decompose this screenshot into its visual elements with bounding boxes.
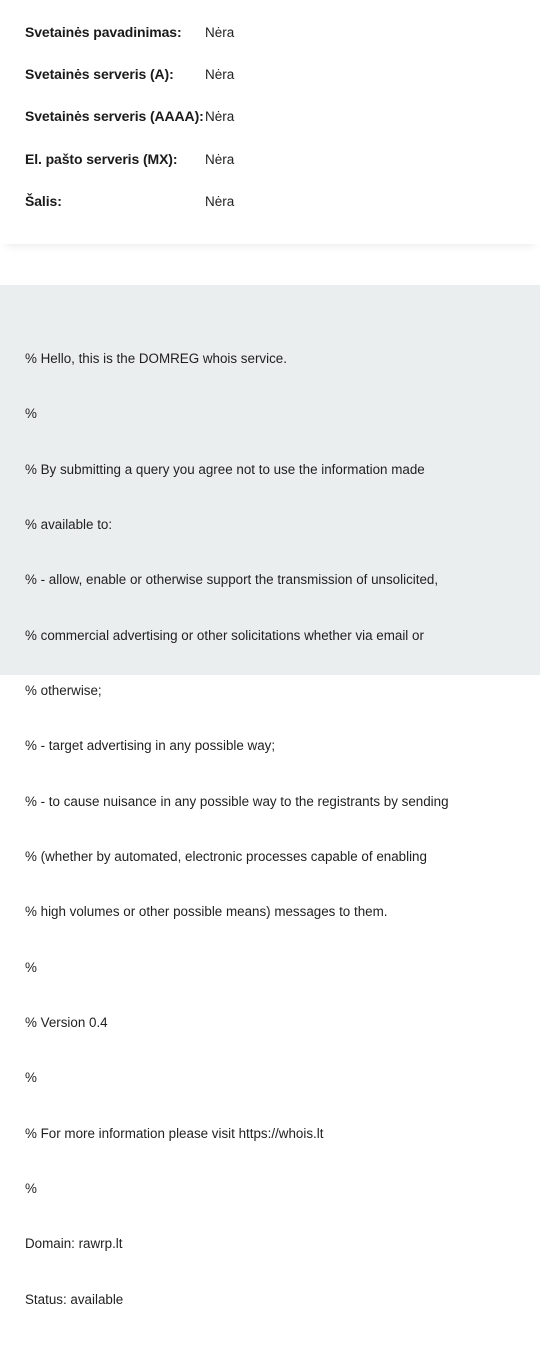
whois-line: % otherwise; — [25, 682, 102, 698]
whois-line: % — [25, 1181, 37, 1197]
whois-line: % For more information please visit https://whois.lt — [25, 1125, 324, 1141]
info-label: Svetainės pavadinimas: — [25, 24, 182, 40]
info-row-web-server-a — [25, 63, 525, 85]
whois-status-line: Status: available — [25, 1291, 124, 1307]
info-row-web-server-aaaa — [25, 105, 525, 127]
info-value: Nėra — [205, 108, 235, 124]
whois-output-text — [25, 313, 525, 1346]
whois-line: % commercial advertising or other solicitations whether via email or — [25, 627, 424, 643]
whois-line: % Hello, this is the DOMREG whois service. — [25, 350, 287, 366]
info-value: Nėra — [205, 24, 235, 40]
whois-output-panel — [0, 285, 540, 1307]
whois-line: % — [25, 959, 37, 975]
whois-line: % high volumes or other possible means) messages to them. — [25, 904, 388, 920]
whois-line: % — [25, 1070, 37, 1086]
whois-line: % Version 0.4 — [25, 1015, 108, 1031]
info-label: Svetainės serveris (A): — [25, 66, 174, 82]
info-row-mail-server-mx — [25, 148, 525, 170]
whois-domain-line: Domain: rawrp.lt — [25, 1236, 123, 1252]
whois-line: % (whether by automated, electronic processes capable of enabling — [25, 849, 427, 864]
info-value: Nėra — [205, 193, 235, 209]
info-label: Svetainės serveris (AAAA): — [25, 108, 204, 124]
whois-line: % By submitting a query you agree not to use the information made — [25, 461, 425, 477]
info-row-site-name — [25, 21, 525, 43]
info-row-country — [25, 190, 525, 212]
whois-line: % - to cause nuisance in any possible way to the registrants by sending — [25, 793, 449, 809]
whois-line: % - allow, enable or otherwise support the transmission of unsolicited, — [25, 572, 439, 588]
info-value: Nėra — [205, 66, 235, 82]
whois-line: % - target advertising in any possible way; — [25, 738, 276, 754]
whois-line: % — [25, 406, 37, 422]
whois-line: % available to: — [25, 516, 113, 532]
info-value: Nėra — [205, 151, 235, 167]
info-label: El. pašto serveris (MX): — [25, 151, 178, 167]
info-label: Šalis: — [25, 193, 62, 209]
domain-info-card — [0, 0, 540, 244]
